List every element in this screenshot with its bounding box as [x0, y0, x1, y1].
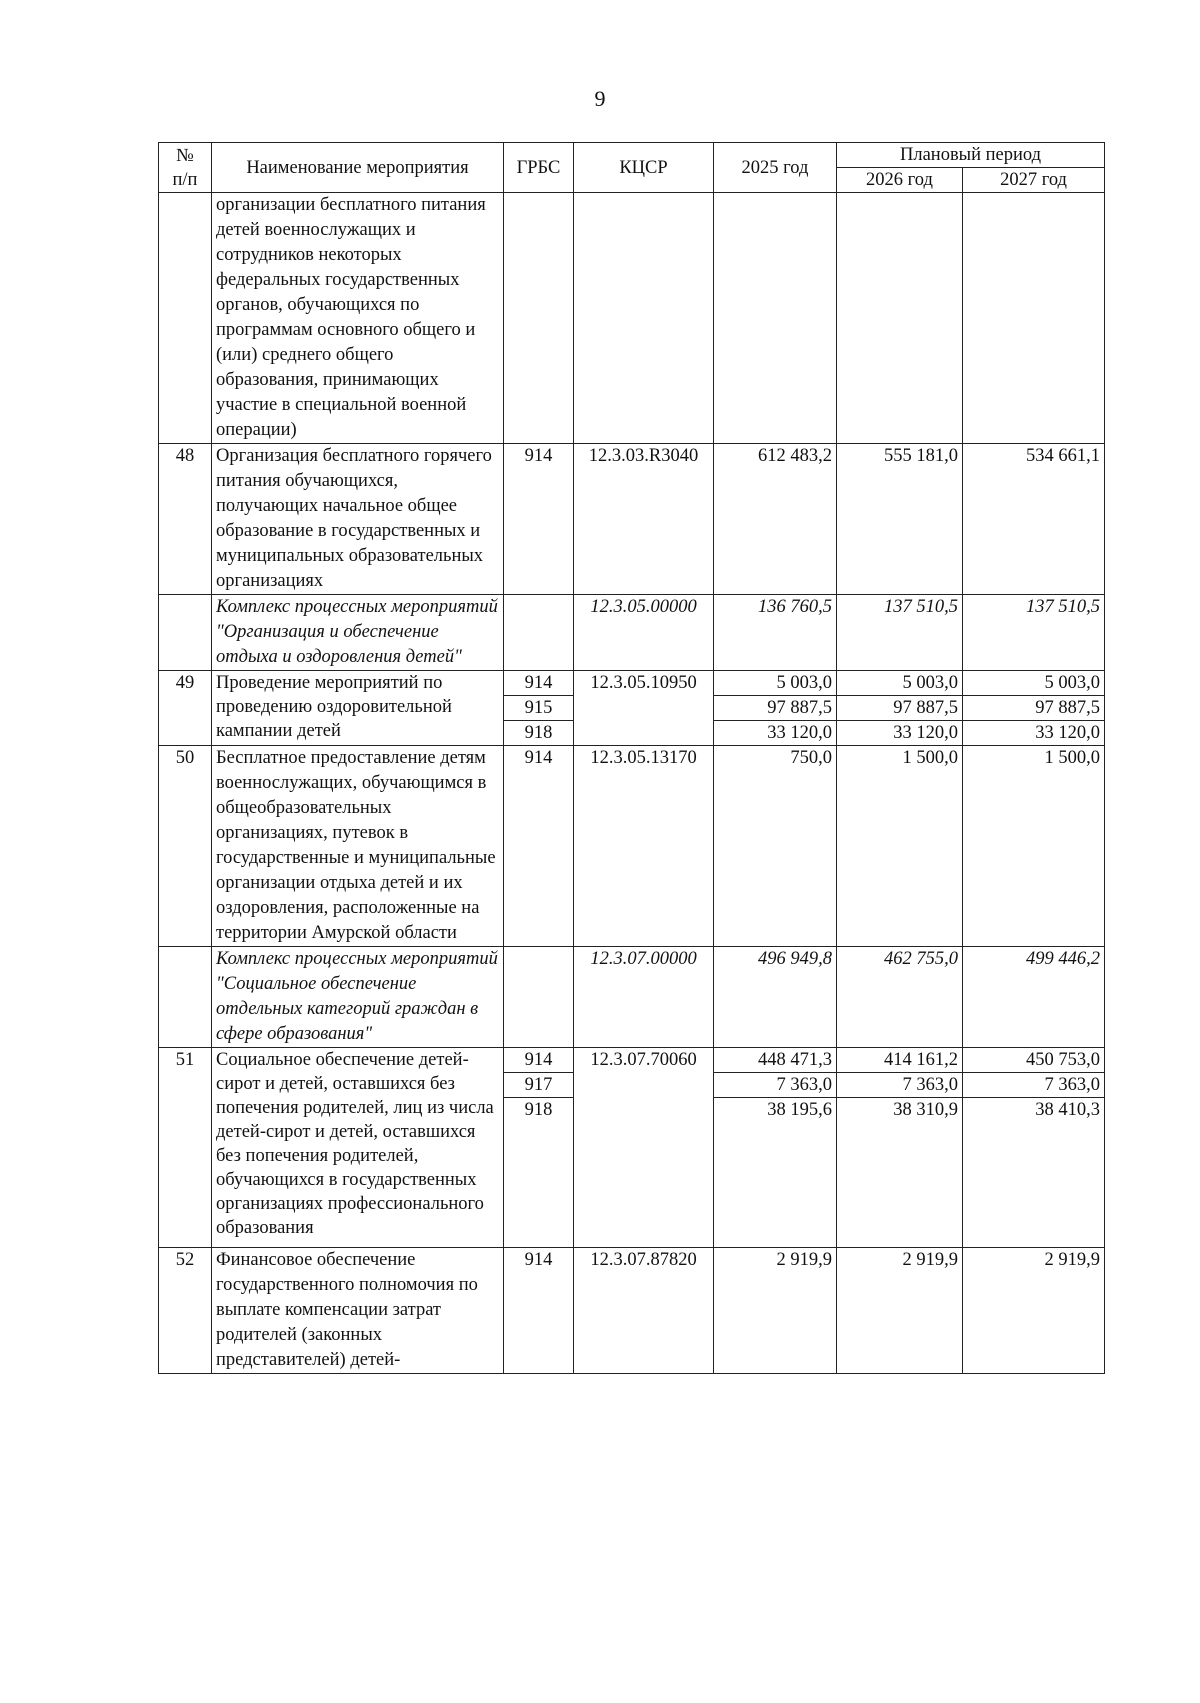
row-value-2025: 33 120,0 — [714, 721, 837, 746]
row-value-2027: 38 410,3 — [963, 1098, 1105, 1248]
row-value-2027: 33 120,0 — [963, 721, 1105, 746]
row-kcsr: 12.3.07.87820 — [574, 1248, 714, 1374]
row-value-2027: 7 363,0 — [963, 1073, 1105, 1098]
row-value-2026: 1 500,0 — [837, 746, 963, 947]
complex-value-2027: 499 446,2 — [963, 947, 1105, 1048]
row-name: Финансовое обеспечение государственного полномочия по выплате компенсации затрат родителей (законных представителей) детей- — [212, 1248, 504, 1374]
row-kcsr: 12.3.05.13170 — [574, 746, 714, 947]
row-num: 52 — [159, 1248, 212, 1374]
row-value-2026: 555 181,0 — [837, 444, 963, 595]
row-grbs: 917 — [504, 1073, 574, 1098]
table-row — [159, 1248, 1105, 1374]
row-value-2026: 7 363,0 — [837, 1073, 963, 1098]
complex-kcsr: 12.3.05.00000 — [574, 595, 714, 671]
complex-kcsr: 12.3.07.00000 — [574, 947, 714, 1048]
row-name: организации бесплатного питания детей военнослужащих и сотрудников некоторых федеральных государственных органов, обучающихся по программам основного общего и (или) среднего общего образования, принимающих участие в специальной военной операции) — [212, 193, 504, 444]
row-name: Организация бесплатного горячего питания обучающихся, получающих начальное общее образование в государственных и муниципальных образовательных организациях — [212, 444, 504, 595]
complex-value-2026: 137 510,5 — [837, 595, 963, 671]
header-num-line1: № — [176, 145, 194, 166]
row-grbs: 918 — [504, 1098, 574, 1248]
row-value-2025: 448 471,3 — [714, 1048, 837, 1073]
row-grbs: 914 — [504, 746, 574, 947]
row-grbs: 918 — [504, 721, 574, 746]
row-num: 48 — [159, 444, 212, 595]
complex-value-2026: 462 755,0 — [837, 947, 963, 1048]
row-value-2025: 5 003,0 — [714, 671, 837, 696]
row-value-2026: 414 161,2 — [837, 1048, 963, 1073]
table-row — [159, 671, 1105, 696]
row-value-2025: 750,0 — [714, 746, 837, 947]
row-kcsr: 12.3.07.70060 — [574, 1048, 714, 1248]
table-row — [159, 444, 1105, 595]
row-kcsr: 12.3.03.R3040 — [574, 444, 714, 595]
row-kcsr: 12.3.05.10950 — [574, 671, 714, 746]
header-kcsr: КЦСР — [574, 143, 714, 193]
row-grbs: 915 — [504, 696, 574, 721]
row-num: 50 — [159, 746, 212, 947]
header-num — [159, 143, 212, 193]
header-2025: 2025 год — [714, 143, 837, 193]
row-num: 51 — [159, 1048, 212, 1248]
complex-value-2025: 136 760,5 — [714, 595, 837, 671]
row-num: 49 — [159, 671, 212, 746]
budget-table — [158, 142, 1105, 1374]
row-value-2025: 7 363,0 — [714, 1073, 837, 1098]
header-2027: 2027 год — [963, 168, 1105, 193]
row-value-2027: 534 661,1 — [963, 444, 1105, 595]
row-num — [159, 193, 212, 444]
table-row — [159, 746, 1105, 947]
row-value-2026: 33 120,0 — [837, 721, 963, 746]
table-row — [159, 1048, 1105, 1073]
header-2026: 2026 год — [837, 168, 963, 193]
row-value-2026: 38 310,9 — [837, 1098, 963, 1248]
row-value-2026: 97 887,5 — [837, 696, 963, 721]
complex-value-2027: 137 510,5 — [963, 595, 1105, 671]
row-name: Социальное обеспечение детей-сирот и детей, оставшихся без попечения родителей, лиц из числа детей-сирот и детей, оставшихся без попечения родителей, обучающихся в государственных организациях профессионального образования — [212, 1048, 504, 1248]
header-planned-period: Плановый период — [837, 143, 1105, 168]
row-grbs: 914 — [504, 1248, 574, 1374]
page-number: 9 — [594, 86, 606, 111]
row-value-2025: 97 887,5 — [714, 696, 837, 721]
row-value-2026: 5 003,0 — [837, 671, 963, 696]
header-grbs: ГРБС — [504, 143, 574, 193]
complex-value-2025: 496 949,8 — [714, 947, 837, 1048]
complex-name: Комплекс процессных мероприятий "Социальное обеспечение отдельных категорий граждан в сфере образования" — [212, 947, 504, 1048]
header-num-line2: п/п — [172, 169, 198, 190]
row-value-2025: 38 195,6 — [714, 1098, 837, 1248]
row-grbs: 914 — [504, 444, 574, 595]
complex-row — [159, 595, 1105, 671]
header-name: Наименование мероприятия — [212, 143, 504, 193]
header-row-1 — [159, 143, 1105, 168]
complex-name: Комплекс процессных мероприятий "Организация и обеспечение отдыха и оздоровления детей" — [212, 595, 504, 671]
complex-row — [159, 947, 1105, 1048]
table-row — [159, 193, 1105, 444]
row-value-2027: 5 003,0 — [963, 671, 1105, 696]
row-value-2026: 2 919,9 — [837, 1248, 963, 1374]
row-value-2027: 2 919,9 — [963, 1248, 1105, 1374]
row-value-2027: 97 887,5 — [963, 696, 1105, 721]
row-name: Бесплатное предоставление детям военнослужащих, обучающимся в общеобразовательных организациях, путевок в государственные и муниципальные организации отдыха детей и их оздоровления, расположенные на территории Амурской области — [212, 746, 504, 947]
row-grbs: 914 — [504, 1048, 574, 1073]
row-value-2027: 450 753,0 — [963, 1048, 1105, 1073]
row-name: Проведение мероприятий по проведению оздоровительной кампании детей — [212, 671, 504, 746]
row-value-2025: 2 919,9 — [714, 1248, 837, 1374]
row-value-2027: 1 500,0 — [963, 746, 1105, 947]
row-grbs: 914 — [504, 671, 574, 696]
row-value-2025: 612 483,2 — [714, 444, 837, 595]
